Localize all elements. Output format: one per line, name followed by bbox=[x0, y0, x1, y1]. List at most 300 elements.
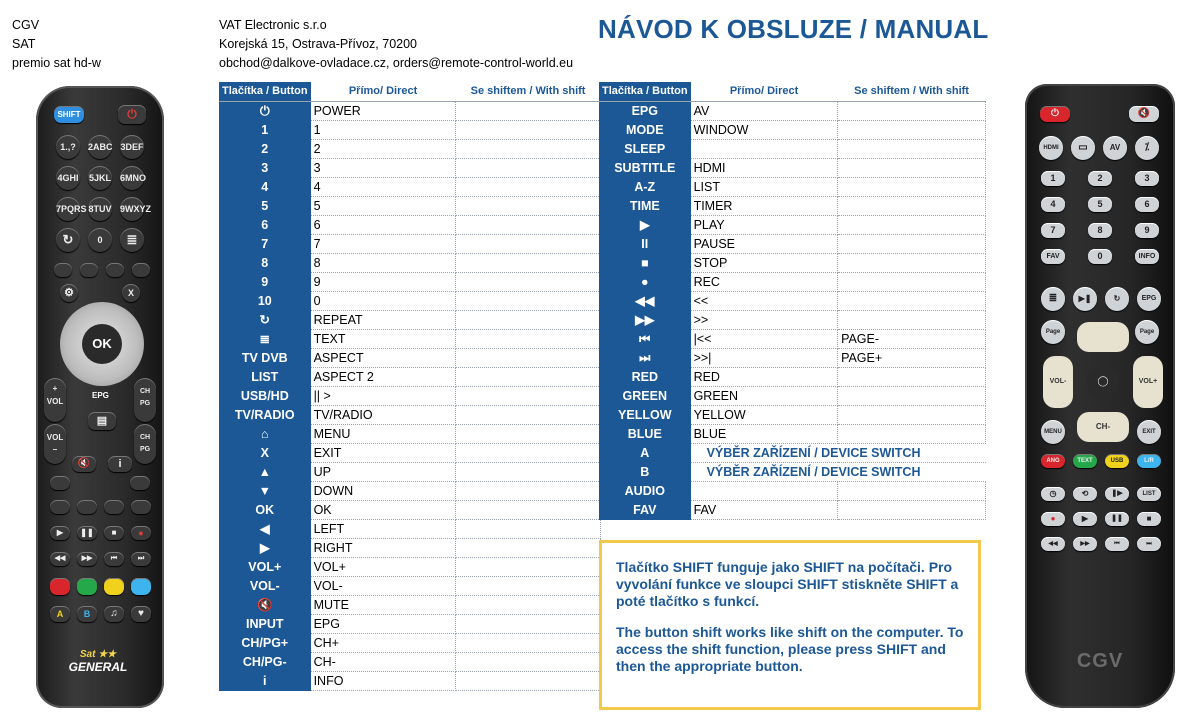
direct-cell: CH+ bbox=[311, 633, 456, 652]
direct-cell: TV/RADIO bbox=[311, 405, 456, 424]
button-cell: LIST bbox=[219, 367, 311, 386]
direct-cell: GREEN bbox=[691, 386, 838, 405]
number-key: 6MNO bbox=[120, 166, 144, 190]
button-cell: 5 bbox=[219, 196, 311, 215]
ch-up-key: CH PG bbox=[134, 378, 156, 422]
table-row bbox=[219, 386, 601, 405]
play-icon: ▶ bbox=[50, 526, 70, 540]
button-cell: 2 bbox=[219, 139, 311, 158]
direct-cell: REC bbox=[691, 272, 838, 291]
shift-cell bbox=[838, 101, 986, 120]
model-line: SAT bbox=[12, 37, 36, 51]
table-row bbox=[219, 101, 601, 120]
vol-plus-key: + VOL bbox=[44, 378, 66, 422]
table-row bbox=[219, 139, 601, 158]
table-row bbox=[219, 519, 601, 538]
green-key: TEXT bbox=[1073, 454, 1097, 468]
epg-key: EPG bbox=[1137, 287, 1161, 311]
table-row bbox=[599, 462, 986, 481]
direct-cell: EPG bbox=[311, 614, 456, 633]
table-row bbox=[599, 424, 986, 443]
direct-cell: RED bbox=[691, 367, 838, 386]
brand-sat: Sat ★★ bbox=[79, 649, 117, 660]
table-row bbox=[219, 215, 601, 234]
table-row bbox=[599, 158, 986, 177]
direct-cell: UP bbox=[311, 462, 456, 481]
number-key: 5 bbox=[1088, 197, 1112, 212]
button-cell: ▶▶ bbox=[599, 310, 691, 329]
ch-down-key: CH PG bbox=[134, 424, 156, 464]
button-cell: MODE bbox=[599, 120, 691, 139]
button-cell: AUDIO bbox=[599, 481, 691, 500]
number-key: 9 bbox=[1135, 223, 1159, 238]
table-row bbox=[599, 500, 986, 519]
direct-cell: CH- bbox=[311, 652, 456, 671]
direct-cell: TIMER bbox=[691, 196, 838, 215]
menu-key: MENU bbox=[1041, 420, 1065, 444]
play-icon: ▶ bbox=[1073, 512, 1097, 526]
direct-cell: REPEAT bbox=[311, 310, 456, 329]
table-row bbox=[599, 253, 986, 272]
usb-icon bbox=[106, 263, 124, 277]
table-row bbox=[599, 310, 986, 329]
direct-cell: << bbox=[691, 291, 838, 310]
button-cell: EPG bbox=[599, 101, 691, 120]
repeat-icon: ↻ bbox=[1105, 287, 1129, 311]
direct-cell: HDMI bbox=[691, 158, 838, 177]
shift-cell bbox=[456, 101, 601, 120]
table-row bbox=[219, 538, 601, 557]
heart-icon: ♥ bbox=[131, 606, 151, 622]
shift-cell bbox=[456, 538, 601, 557]
button-cell: BLUE bbox=[599, 424, 691, 443]
blue-key: L/R bbox=[1137, 454, 1161, 468]
record-icon: ● bbox=[131, 526, 151, 540]
shift-cell bbox=[456, 671, 601, 690]
button-cell: SUBTITLE bbox=[599, 158, 691, 177]
table-row bbox=[599, 291, 986, 310]
yellow-key: USB bbox=[1105, 454, 1129, 468]
shift-cell bbox=[838, 291, 986, 310]
table-row bbox=[599, 120, 986, 139]
list-icon bbox=[80, 263, 98, 277]
button-cell: ↻ bbox=[219, 310, 311, 329]
shift-cell bbox=[456, 614, 601, 633]
shift-cell bbox=[838, 215, 986, 234]
text-icon: ≣ bbox=[1041, 287, 1065, 311]
button-table-left bbox=[219, 82, 601, 691]
vol-minus-key: VOL- bbox=[1043, 356, 1073, 408]
button-cell: INPUT bbox=[219, 614, 311, 633]
direct-cell: 5 bbox=[311, 196, 456, 215]
shift-cell bbox=[456, 215, 601, 234]
ok-key: OK bbox=[82, 324, 122, 364]
button-cell: 4 bbox=[219, 177, 311, 196]
function-key bbox=[50, 476, 70, 490]
shift-cell bbox=[838, 234, 986, 253]
model-line: premio sat hd-w bbox=[12, 56, 101, 70]
vol-label: VOL bbox=[46, 433, 64, 442]
button-cell: FAV bbox=[599, 500, 691, 519]
direct-cell: INFO bbox=[311, 671, 456, 690]
vol-plus-key: VOL+ bbox=[1133, 356, 1163, 408]
direct-cell: AV bbox=[691, 101, 838, 120]
direct-cell: 7 bbox=[311, 234, 456, 253]
direct-cell: 6 bbox=[311, 215, 456, 234]
model-info bbox=[12, 16, 101, 73]
power-icon: ⏻ bbox=[118, 105, 146, 124]
stop-icon: ■ bbox=[1137, 512, 1161, 526]
function-key bbox=[104, 500, 124, 514]
table-row bbox=[219, 120, 601, 139]
shift-cell bbox=[838, 500, 986, 519]
direct-cell: WINDOW bbox=[691, 120, 838, 139]
table-row bbox=[599, 139, 986, 158]
direct-cell: MENU bbox=[311, 424, 456, 443]
list-key: LIST bbox=[1137, 487, 1161, 501]
table-row bbox=[599, 481, 986, 500]
button-cell: 🔇 bbox=[219, 595, 311, 614]
button-table-right bbox=[599, 82, 986, 520]
info-key: INFO bbox=[1135, 249, 1159, 264]
shift-cell: PAGE+ bbox=[838, 348, 986, 367]
button-cell: VOL+ bbox=[219, 557, 311, 576]
header-button: Tlačítka / Button bbox=[599, 82, 691, 101]
table-row bbox=[219, 576, 601, 595]
direct-cell: POWER bbox=[311, 101, 456, 120]
company-contact-line: obchod@dalkove-ovladace.cz, orders@remote-control-world.eu bbox=[219, 56, 574, 70]
table-row bbox=[219, 405, 601, 424]
direct-cell: ASPECT bbox=[311, 348, 456, 367]
next-icon: ⏭ bbox=[1137, 537, 1161, 551]
play-pause-icon: ▶❚ bbox=[1073, 287, 1097, 311]
direct-cell: || > bbox=[311, 386, 456, 405]
direct-cell: STOP bbox=[691, 253, 838, 272]
direct-cell: OK bbox=[311, 500, 456, 519]
button-cell: II bbox=[599, 234, 691, 253]
number-key: 3 bbox=[1135, 171, 1159, 186]
shift-cell bbox=[456, 329, 601, 348]
a-key: A bbox=[50, 606, 70, 622]
pause-icon: ❚❚ bbox=[77, 526, 97, 540]
timer-icon: ◷ bbox=[1041, 487, 1065, 501]
number-key: 0 bbox=[1088, 249, 1112, 264]
button-cell: CH/PG- bbox=[219, 652, 311, 671]
button-cell: ≣ bbox=[219, 329, 311, 348]
rewind-icon: ◀◀ bbox=[1041, 537, 1065, 551]
header-shift: Se shiftem / With shift bbox=[838, 82, 986, 101]
shift-cell bbox=[838, 196, 986, 215]
remote-right-brand: CGV bbox=[1076, 650, 1124, 672]
note-czech: Tlačítko SHIFT funguje jako SHIFT na počítači. Pro vyvolání funkce ve sloupci SHIFT stiskněte SHIFT a poté tlačítko s funkcí. bbox=[616, 559, 959, 609]
button-cell: 3 bbox=[219, 158, 311, 177]
direct-cell: |<< bbox=[691, 329, 838, 348]
direct-cell bbox=[691, 481, 838, 500]
table-row bbox=[599, 367, 986, 386]
number-key: 9WXYZ bbox=[120, 197, 144, 221]
table-row bbox=[599, 443, 986, 462]
shift-cell bbox=[456, 462, 601, 481]
window-icon: ▭ bbox=[1071, 136, 1095, 160]
table-row bbox=[219, 234, 601, 253]
direct-cell: 4 bbox=[311, 177, 456, 196]
record-icon: ● bbox=[1041, 512, 1065, 526]
shift-cell bbox=[838, 386, 986, 405]
table-row bbox=[219, 671, 601, 690]
button-cell: ▶ bbox=[219, 538, 311, 557]
shift-cell bbox=[456, 253, 601, 272]
loop-icon: ⟲ bbox=[1073, 487, 1097, 501]
next-icon: ⏭ bbox=[131, 552, 151, 566]
number-key: 1.,? bbox=[56, 135, 80, 159]
vol-minus-key: VOL – bbox=[44, 424, 66, 464]
number-key: 7 bbox=[1041, 223, 1065, 238]
button-cell: ⏮ bbox=[599, 329, 691, 348]
header-shift: Se shiftem / With shift bbox=[456, 82, 601, 101]
button-cell: 1 bbox=[219, 120, 311, 139]
table-row bbox=[219, 652, 601, 671]
direct-cell: 2 bbox=[311, 139, 456, 158]
menu-icon: ▤ bbox=[88, 412, 116, 430]
number-key: 2ABC bbox=[88, 135, 112, 159]
button-cell: B bbox=[599, 462, 691, 481]
av-key: AV bbox=[1103, 136, 1127, 160]
tv-dvb-icon bbox=[54, 263, 72, 277]
button-cell: RED bbox=[599, 367, 691, 386]
table-row bbox=[219, 462, 601, 481]
table-row bbox=[219, 329, 601, 348]
blue-key bbox=[131, 578, 151, 595]
brand-name: GENERAL bbox=[68, 660, 128, 674]
shift-cell bbox=[838, 481, 986, 500]
shift-cell bbox=[456, 120, 601, 139]
model-line: CGV bbox=[12, 18, 40, 32]
shift-cell: PAGE- bbox=[838, 329, 986, 348]
direct-cell: YELLOW bbox=[691, 405, 838, 424]
button-cell: GREEN bbox=[599, 386, 691, 405]
text-icon: ≣ bbox=[120, 228, 144, 252]
table-row bbox=[599, 386, 986, 405]
button-cell: SLEEP bbox=[599, 139, 691, 158]
direct-cell: VOL+ bbox=[311, 557, 456, 576]
direct-cell: FAV bbox=[691, 500, 838, 519]
table-row bbox=[219, 424, 601, 443]
rewind-icon: ◀◀ bbox=[50, 552, 70, 566]
shift-cell bbox=[456, 310, 601, 329]
table-row bbox=[599, 196, 986, 215]
table-row bbox=[599, 234, 986, 253]
function-key bbox=[130, 476, 150, 490]
table-row bbox=[219, 272, 601, 291]
button-cell: ◀ bbox=[219, 519, 311, 538]
table-row bbox=[219, 158, 601, 177]
shift-cell bbox=[456, 196, 601, 215]
direct-cell: MUTE bbox=[311, 595, 456, 614]
number-key: 0 bbox=[88, 228, 112, 252]
red-key: ANG bbox=[1041, 454, 1065, 468]
shift-cell bbox=[456, 633, 601, 652]
hdmi-key: HDMI bbox=[1039, 136, 1063, 160]
subtitle-icon: ⁒ bbox=[1135, 136, 1159, 160]
direct-cell: TEXT bbox=[311, 329, 456, 348]
power-icon: ⏻ bbox=[1040, 106, 1070, 122]
table-row bbox=[219, 196, 601, 215]
button-cell: i bbox=[219, 671, 311, 690]
table-row bbox=[219, 614, 601, 633]
b-key: B bbox=[77, 606, 97, 622]
vol-label: VOL bbox=[46, 397, 64, 406]
shift-cell bbox=[456, 272, 601, 291]
shift-cell bbox=[456, 595, 601, 614]
epg-label: EPG bbox=[92, 391, 109, 400]
shift-cell bbox=[838, 139, 986, 158]
table-row bbox=[219, 595, 601, 614]
page-minus-key: Page bbox=[1041, 320, 1065, 344]
shift-cell bbox=[456, 234, 601, 253]
shift-cell bbox=[456, 481, 601, 500]
button-cell: ⏻ bbox=[219, 101, 311, 120]
number-key: 8TUV bbox=[88, 197, 112, 221]
page-title: NÁVOD K OBSLUZE / MANUAL bbox=[598, 14, 989, 44]
button-cell: ■ bbox=[599, 253, 691, 272]
up-key bbox=[1077, 322, 1129, 352]
shift-cell bbox=[456, 652, 601, 671]
company-info bbox=[219, 16, 573, 73]
number-key: 2 bbox=[1088, 171, 1112, 186]
previous-icon: ⏮ bbox=[104, 552, 124, 566]
shift-note bbox=[599, 540, 981, 710]
shift-cell bbox=[456, 367, 601, 386]
table-row bbox=[599, 329, 986, 348]
shift-cell bbox=[838, 272, 986, 291]
header-direct: Přímo/ Direct bbox=[691, 82, 838, 101]
ch-down-key: CH- bbox=[1077, 412, 1129, 442]
shift-cell bbox=[456, 519, 601, 538]
function-key bbox=[131, 500, 151, 514]
table-row bbox=[599, 215, 986, 234]
direct-cell: 0 bbox=[311, 291, 456, 310]
button-cell: X bbox=[219, 443, 311, 462]
number-key: 4GHI bbox=[56, 166, 80, 190]
direct-cell: >>| bbox=[691, 348, 838, 367]
direct-cell: 8 bbox=[311, 253, 456, 272]
button-cell: ▲ bbox=[219, 462, 311, 481]
button-cell: USB/HD bbox=[219, 386, 311, 405]
number-key: 3DEF bbox=[120, 135, 144, 159]
number-key: 8 bbox=[1088, 223, 1112, 238]
exit-key: X bbox=[122, 284, 140, 302]
button-cell: 7 bbox=[219, 234, 311, 253]
shift-cell bbox=[456, 291, 601, 310]
fast-forward-icon: ▶▶ bbox=[77, 552, 97, 566]
table-row bbox=[599, 348, 986, 367]
button-cell: YELLOW bbox=[599, 405, 691, 424]
shift-cell bbox=[838, 253, 986, 272]
table-row bbox=[599, 272, 986, 291]
direct-cell: PAUSE bbox=[691, 234, 838, 253]
shift-cell bbox=[456, 348, 601, 367]
table-row bbox=[599, 101, 986, 120]
button-cell: A bbox=[599, 443, 691, 462]
header-button: Tlačítka / Button bbox=[219, 82, 311, 101]
button-cell: CH/PG+ bbox=[219, 633, 311, 652]
direct-cell: LIST bbox=[691, 177, 838, 196]
shift-cell bbox=[838, 158, 986, 177]
table-row bbox=[219, 633, 601, 652]
table-row bbox=[219, 348, 601, 367]
table-row bbox=[219, 253, 601, 272]
function-key bbox=[50, 500, 70, 514]
info-key: i bbox=[108, 456, 132, 472]
shift-cell bbox=[838, 424, 986, 443]
button-cell: ● bbox=[599, 272, 691, 291]
table-row bbox=[219, 443, 601, 462]
page-plus-key: Page bbox=[1135, 320, 1159, 344]
fav-key: FAV bbox=[1041, 249, 1065, 264]
mute-icon: 🔇 bbox=[72, 456, 96, 472]
tv-radio-icon bbox=[132, 263, 150, 277]
number-key: 5JKL bbox=[88, 166, 112, 190]
direct-cell: 1 bbox=[311, 120, 456, 139]
company-line: VAT Electronic s.r.o bbox=[219, 18, 327, 32]
previous-icon: ⏮ bbox=[1105, 537, 1129, 551]
music-icon: ♫ bbox=[104, 606, 124, 622]
red-key bbox=[50, 578, 70, 595]
button-cell: ⏭ bbox=[599, 348, 691, 367]
note-english: The button shift works like shift on the computer. To access the shift function, please press SHIFT and then the appropriate button. bbox=[616, 624, 964, 674]
table-row bbox=[219, 481, 601, 500]
repeat-icon: ↻ bbox=[56, 228, 80, 252]
shift-cell bbox=[838, 177, 986, 196]
shift-cell bbox=[456, 424, 601, 443]
shift-cell bbox=[456, 139, 601, 158]
direct-cell bbox=[691, 139, 838, 158]
button-cell: ◀◀ bbox=[599, 291, 691, 310]
remote-left-brand bbox=[48, 648, 148, 674]
button-cell: 8 bbox=[219, 253, 311, 272]
button-cell: VOL- bbox=[219, 576, 311, 595]
pause-icon: ❚❚ bbox=[1105, 512, 1129, 526]
direct-cell: PLAY bbox=[691, 215, 838, 234]
shift-cell bbox=[456, 557, 601, 576]
button-cell: 6 bbox=[219, 215, 311, 234]
direct-cell: EXIT bbox=[311, 443, 456, 462]
company-line: Korejská 15, Ostrava-Přívoz, 70200 bbox=[219, 37, 418, 51]
table-row bbox=[219, 500, 601, 519]
button-cell: ▶ bbox=[599, 215, 691, 234]
shift-button-graphic: SHIFT bbox=[54, 106, 84, 123]
direct-cell: 3 bbox=[311, 158, 456, 177]
remote-right-dpad bbox=[1043, 322, 1163, 442]
table-row bbox=[599, 405, 986, 424]
number-key: 1 bbox=[1041, 171, 1065, 186]
direct-cell: VOL- bbox=[311, 576, 456, 595]
device-switch-cell: VÝBĚR ZAŘÍZENÍ / DEVICE SWITCH bbox=[691, 462, 986, 481]
table-row bbox=[219, 557, 601, 576]
number-key: 6 bbox=[1135, 197, 1159, 212]
shift-cell bbox=[456, 500, 601, 519]
button-cell: ⌂ bbox=[219, 424, 311, 443]
shift-cell bbox=[456, 158, 601, 177]
table-row bbox=[219, 367, 601, 386]
green-key bbox=[77, 578, 97, 595]
remote-left-dpad bbox=[60, 302, 144, 386]
button-cell: OK bbox=[219, 500, 311, 519]
table-row bbox=[219, 310, 601, 329]
button-cell: TV DVB bbox=[219, 348, 311, 367]
direct-cell: LEFT bbox=[311, 519, 456, 538]
stop-icon: ■ bbox=[104, 526, 124, 540]
